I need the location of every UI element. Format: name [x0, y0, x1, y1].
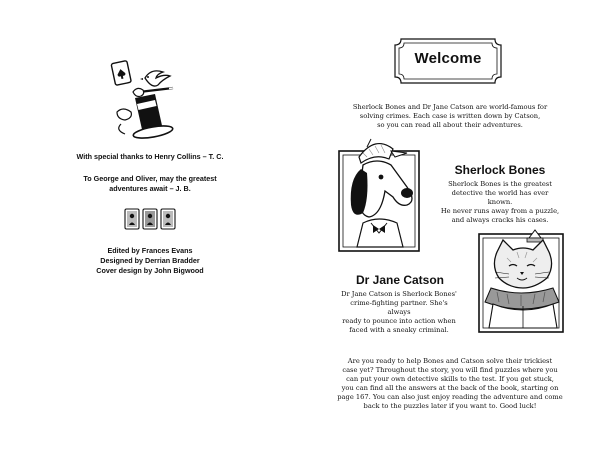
sherlock-bones-portrait [333, 133, 433, 255]
intro-line: so you can read all about their adventures. [377, 121, 523, 129]
sherlock-line: detective the world has ever known. [451, 189, 549, 206]
outro-line: you can find all the answers at the back of the book, starting on [341, 384, 559, 392]
outro-line: back to the puzzles later if you want to. Good luck! [363, 402, 537, 410]
intro-paragraph [335, 103, 565, 130]
catson-line: faced with a sneaky criminal. [349, 326, 449, 334]
dedication-line-1: To George and Oliver, may the greatest [83, 174, 217, 183]
designed-by-credit: Designed by Derrian Bradder [100, 256, 200, 265]
sherlock-line: He never runs away from a puzzle, [440, 207, 560, 215]
sherlock-bones-heading: Sherlock Bones [454, 163, 546, 177]
jane-catson-portrait [477, 228, 567, 336]
jane-catson-heading: Dr Jane Catson [355, 273, 445, 287]
sherlock-bones-description [440, 180, 560, 225]
edited-by-credit: Edited by Frances Evans [107, 246, 193, 255]
intro-line: solving crimes. Each case is written down by Catson, [359, 112, 541, 120]
sherlock-line: Sherlock Bones is the greatest [448, 180, 552, 188]
playing-cards-icon [124, 207, 176, 231]
catson-line: ready to pounce into action when [342, 317, 456, 325]
magician-hat-illustration [105, 52, 185, 142]
outro-line: Are you ready to help Bones and Catson solve their trickiest [347, 357, 553, 365]
welcome-title: Welcome [414, 50, 482, 67]
outro-line: page 167. You can also just enjoy reading the adventure and come [337, 393, 563, 401]
intro-line: Sherlock Bones and Dr Jane Catson are world-famous for [352, 103, 548, 111]
outro-line: can put your own detective skills to the test. If you get stuck, [346, 375, 554, 383]
outro-line: case yet? Throughout the story, you will find puzzles where you [342, 366, 558, 374]
sherlock-line: and always cracks his cases. [451, 216, 549, 224]
cover-design-credit: Cover design by John Bigwood [96, 266, 204, 275]
special-thanks-line: With special thanks to Henry Collins – T. C. [76, 152, 224, 161]
jane-catson-description [338, 290, 460, 335]
right-page [300, 0, 600, 460]
catson-line: Dr Jane Catson is Sherlock Bones' [341, 290, 457, 298]
dedication-line-2: adventures await – J. B. [109, 184, 191, 193]
outro-paragraph [336, 357, 564, 411]
catson-line: crime-fighting partner. She's always [350, 299, 448, 316]
